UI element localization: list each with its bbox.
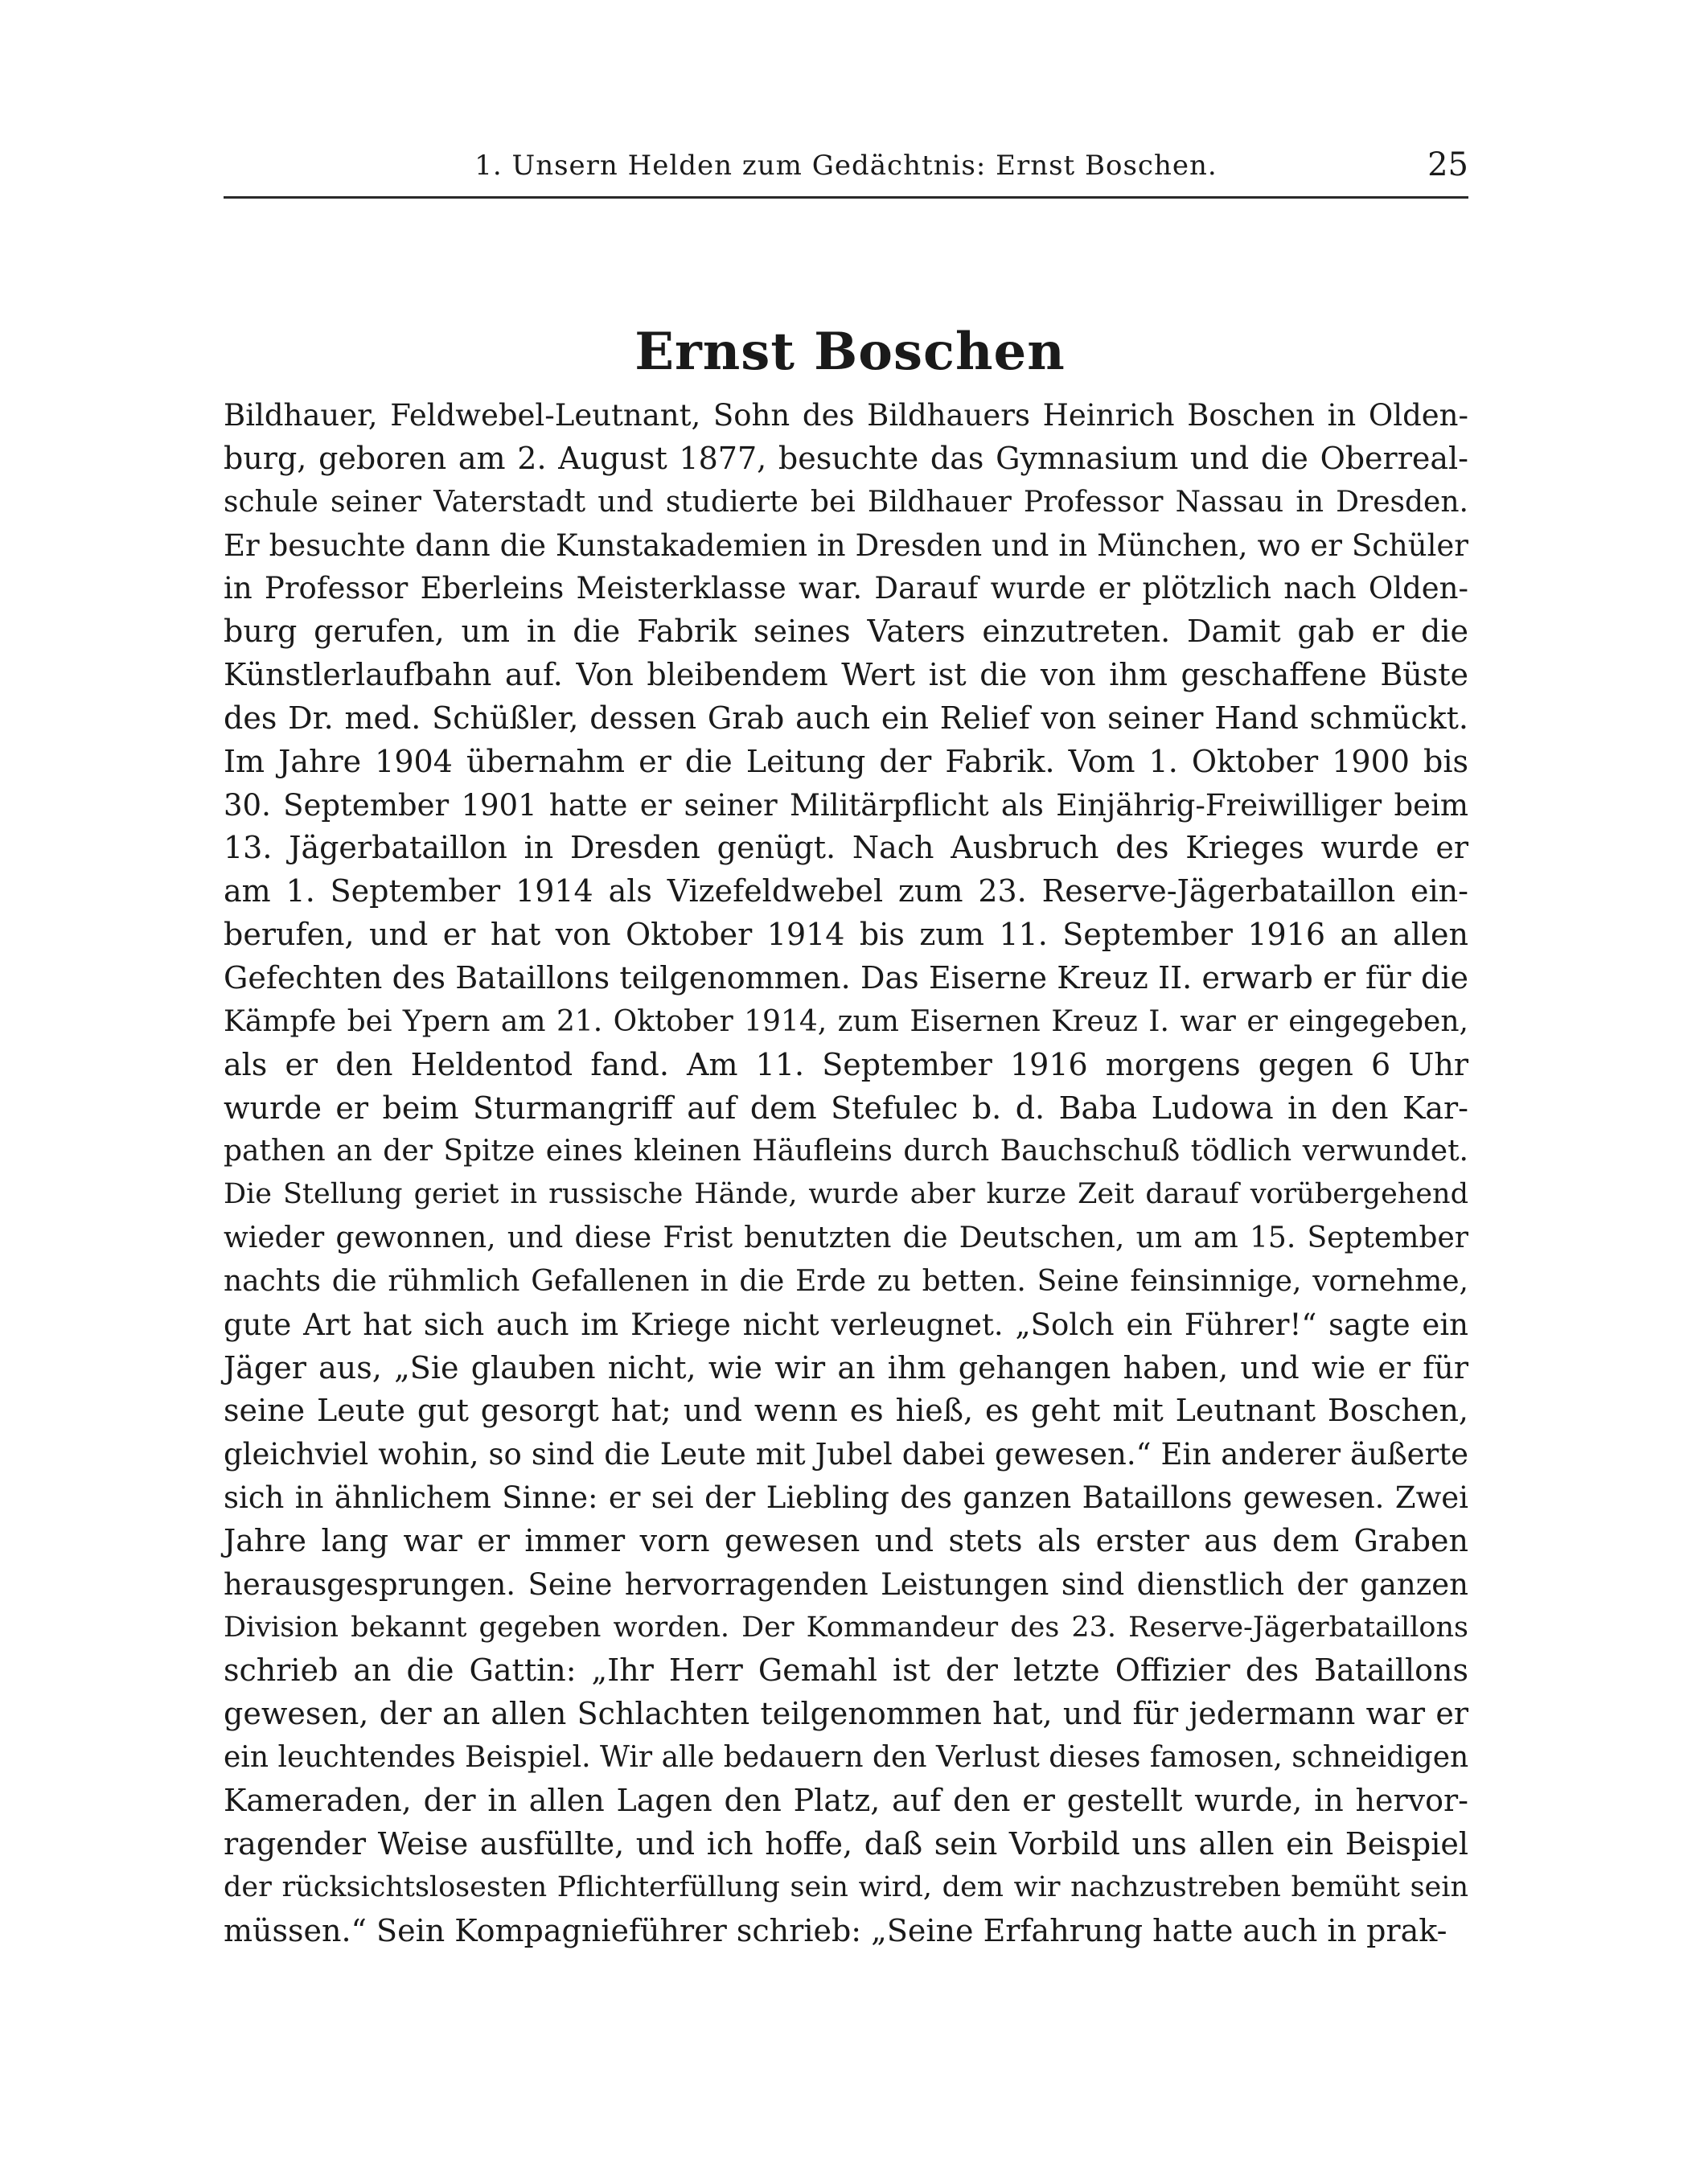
running-title: 1. Unsern Helden zum Gedächtnis: Ernst Boschen.	[474, 150, 1218, 182]
text-line: Jäger aus, „Sie glauben nicht, wie wir an ihm gehangen haben, und wie er für	[224, 1349, 1468, 1386]
text-line: sich in ähnlichem Sinne: er sei der Liebling des ganzen Bataillons gewesen. Zwei	[224, 1480, 1468, 1516]
text-line: Bildhauer, Feldwebel-Leutnant, Sohn des Bildhauers Heinrich Boschen in Olden-	[224, 398, 1468, 433]
text-line: Künstlerlaufbahn auf. Von bleibendem Wert ist die von ihm geschaffene Büste	[224, 657, 1468, 693]
text-line: des Dr. med. Schüßler, dessen Grab auch ein Relief von seiner Hand schmückt.	[224, 700, 1468, 736]
text-line: Im Jahre 1904 übernahm er die Leitung der Fabrik. Vom 1. Oktober 1900 bis	[224, 743, 1468, 779]
text-line: ragender Weise ausfüllte, und ich hoffe, daß sein Vorbild uns allen ein Beispiel	[224, 1825, 1468, 1862]
text-line: gewesen, der an allen Schlachten teilgenommen hat, und für jedermann war er	[224, 1696, 1468, 1732]
text-line: Er besuchte dann die Kunstakademien in Dresden und in München, wo er Schüler	[224, 528, 1468, 563]
text-line: Gefechten des Bataillons teilgenommen. Das Eiserne Kreuz II. erwarb er für die	[224, 959, 1468, 996]
text-line: schrieb an die Gattin: „Ihr Herr Gemahl ist der letzte Offizier des Bataillons	[224, 1652, 1468, 1689]
text-line: nachts die rühmlich Gefallenen in die Erde zu betten. Seine feinsinnige, vornehme,	[224, 1264, 1468, 1298]
text-line: wurde er beim Sturmangriff auf dem Stefulec b. d. Baba Ludowa in den Kar-	[224, 1090, 1468, 1126]
page-number: 25	[1427, 146, 1468, 183]
text-line: müssen.“ Sein Kompagnieführer schrieb: „Seine Erfahrung hatte auch in prak-	[224, 1912, 1447, 1948]
running-head	[224, 143, 1468, 191]
text-line: 30. September 1901 hatte er seiner Militärpflicht als Einjährig-Freiwilliger beim	[224, 787, 1468, 823]
text-line: seine Leute gut gesorgt hat; und wenn es hieß, es geht mit Leutnant Boschen,	[224, 1393, 1468, 1429]
text-line: der rücksichtslosesten Pflichterfüllung sein wird, dem wir nachzustreben bemüht sein	[224, 1870, 1468, 1903]
article-title: Ernst Boschen	[634, 322, 1066, 382]
text-line: Division bekannt gegeben worden. Der Kommandeur des 23. Reserve-Jägerbataillons	[224, 1611, 1468, 1644]
text-line: Die Stellung geriet in russische Hände, wurde aber kurze Zeit darauf vorübergehend	[224, 1178, 1468, 1211]
text-line: 13. Jägerbataillon in Dresden genügt. Nach Ausbruch des Krieges wurde er	[224, 830, 1468, 866]
header-rule	[224, 196, 1468, 199]
body-text	[224, 394, 1468, 1952]
text-line: in Professor Eberleins Meisterklasse war. Darauf wurde er plötzlich nach Olden-	[224, 571, 1468, 606]
text-line: als er den Heldentod fand. Am 11. September 1916 morgens gegen 6 Uhr	[224, 1046, 1468, 1082]
text-line: gute Art hat sich auch im Kriege nicht verleugnet. „Solch ein Führer!“ sagte ein	[224, 1307, 1468, 1342]
text-line: schule seiner Vaterstadt und studierte bei Bildhauer Professor Nassau in Dresden.	[224, 485, 1468, 519]
text-line: gleichviel wohin, so sind die Leute mit Jubel dabei gewesen.“ Ein anderer äußerte	[224, 1437, 1468, 1472]
text-line: am 1. September 1914 als Vizefeldwebel zum 23. Reserve-Jägerbataillon ein-	[224, 873, 1468, 909]
text-line: Jahre lang war er immer vorn gewesen und stets als erster aus dem Graben	[224, 1522, 1468, 1558]
text-line: wieder gewonnen, und diese Frist benutzten die Deutschen, um am 15. September	[224, 1221, 1468, 1255]
text-line: ein leuchtendes Beispiel. Wir alle bedauern den Verlust dieses famosen, schneidigen	[224, 1741, 1469, 1775]
text-line: pathen an der Spitze eines kleinen Häufleins durch Bauchschuß tödlich verwundet.	[224, 1135, 1468, 1168]
text-line: burg gerufen, um in die Fabrik seines Vaters einzutreten. Damit gab er die	[224, 614, 1468, 650]
text-line: herausgesprungen. Seine hervorragenden Leistungen sind dienstlich der ganzen	[224, 1566, 1468, 1602]
text-line: Kämpfe bei Ypern am 21. Oktober 1914, zum Eisernen Kreuz I. war er eingegeben,	[224, 1004, 1468, 1038]
text-line: berufen, und er hat von Oktober 1914 bis zum 11. September 1916 an allen	[224, 917, 1468, 953]
text-line: burg, geboren am 2. August 1877, besuchte das Gymnasium und die Oberreal-	[224, 440, 1468, 476]
text-line: Kameraden, der in allen Lagen den Platz, auf den er gestellt wurde, in hervor-	[224, 1783, 1468, 1818]
